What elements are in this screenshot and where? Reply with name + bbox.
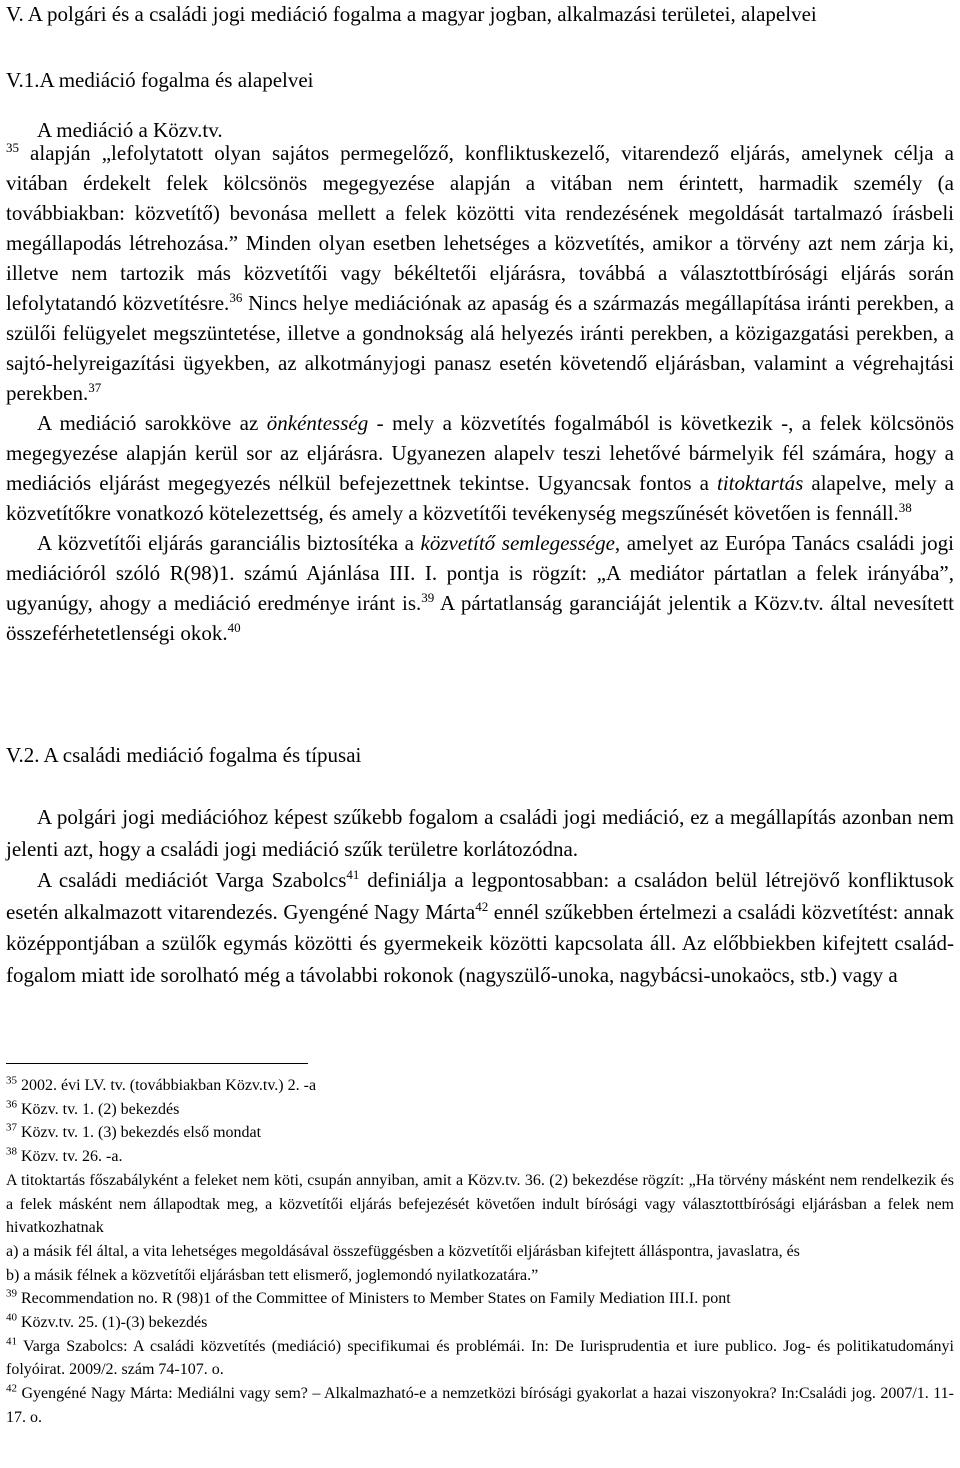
footnote: $^{37}$ Közv. tv. 1. (3) bekezdés első mondat <box>6 1122 262 1142</box>
footnote-ref-41[interactable]: 41 <box>346 867 360 883</box>
paragraph-mediation-definition: $^{35}$ alapján „lefolytatott olyan sajátos permegelőző, konfliktuskezelő, vitarendező eljárás, amelynek célja a vitában érdekelt felek kölcsönös megegyezése alapján a vitában nem érintett, harmadik személy (a továbbiakban: közvetítő) bevonása mellett a felek közötti vita rendezésének megoldását tartalmazó írásbeli megállapodás létrehozása.” Minden olyan esetben lehetséges a közvetítés, amikor a törvény azt nem zárja ki, illetve nem tartozik más közvetítői vagy békéltetői eljárásra, továbbá a választottbírósági eljárás során lefolytatandó közvetítésre.$^{36}$ Nincs helye mediációnak az apaság és a származás megállapítása iránti perekben, a szülői felügyelet megszüntetése, illetve a gondnokság alá helyezés iránti perekben, a közigazgatási perekben, a sajtó-helyreigazítási ügyekben, az alkotmányjogi panasz esetén követendő eljárásban, valamint a végrehajtási perekben.$^{37}$ <box>6 140 954 405</box>
paragraph-family-mediation-definition: A családi mediációt Varga Szabolcs$^{41}$ definiálja a legpontosabban: a családon belül létrejövő konfliktusok esetén alkalmazott vitarendezés. Gyengéné Nagy Márta$^{42}$ ennél szűkebben értelmezi a családi közvetítést: annak középpontjában a szülők egymás közötti és gyermekeik közötti kapcsolata áll. Az előbbiekben kifejtett család-fogalom miatt ide sorolható még a távolabbi rokonok (nagyszülő-unoka, nagybácsi-unokaöcs, stb.) vagy a <box>6 867 954 987</box>
footnotes <box>6 1074 954 1430</box>
section2-text <box>6 802 954 992</box>
footnote-separator <box>6 1063 308 1064</box>
footnote-ref-40[interactable]: 40 <box>227 620 241 635</box>
section-heading-v2: V.2. A családi mediáció fogalma és típusai <box>6 743 362 767</box>
footnote-number: 38 <box>6 1145 17 1158</box>
footnote-continuation: A titoktartás főszabályként a feleket nem köti, csupán annyiban, amit a Közv.tv. 36. (2) bekezdése rögzít: „Ha törvény másként nem rendelkezik és a felek másként nem állapodtak meg, a közvetítői eljárás befejezését követően indult bírósági vagy választottbírósági eljárásban a felek nem hivatkozhatnak <box>6 1171 954 1237</box>
footnote-number: 36 <box>6 1098 17 1111</box>
footnote: $^{39}$ Recommendation no. R (98)1 of the Committee of Ministers to Member States on Family Mediation III.I. pont <box>6 1288 731 1308</box>
paragraph-family-mediation-scope: A polgári jogi mediációhoz képest szűkebb fogalom a családi jogi mediáció, ez a megállapítás azonban nem jelenti azt, hogy a családi jogi mediáció szűk területre korlátozódna. <box>6 805 954 861</box>
footnote-number: 40 <box>6 1311 17 1324</box>
footnote-ref-38[interactable]: 38 <box>898 500 912 515</box>
footnote: $^{40}$ Közv.tv. 25. (1)-(3) bekezdés <box>6 1311 208 1332</box>
main-text <box>6 138 954 648</box>
term-kozvetito-semlegessege: közvetítő semlegessége <box>420 531 615 555</box>
footnote: $^{42}$ Gyengéné Nagy Márta: Mediálni vagy sem? – Alkalmazható-e a nemzetközi bírósági gyakorlat a hazai viszonyokra? In:Családi jog. 2007/1. 11-17. o. <box>6 1382 954 1426</box>
footnote-ref-42[interactable]: 42 <box>475 898 489 914</box>
footnote-ref-37[interactable]: 37 <box>88 380 102 395</box>
paragraph-neutrality: A közvetítői eljárás garanciális biztosítéka a közvetítő semlegessége, amelyet az Európa Tanács családi jogi mediációról szóló R(98)1. számú Ajánlása III. I. pontja is rögzít: „A mediátor pártatlan a felek irányába”, ugyanúgy, ahogy a mediáció eredménye iránt is.$^{39}$ A pártatlanság garanciáját jelentik a Közv.tv. által nevesített összeférhetetlenségi okok.$^{40}$ <box>6 531 955 645</box>
footnote-ref-36[interactable]: 36 <box>229 290 243 305</box>
footnote-ref-35[interactable]: 35 <box>6 140 19 155</box>
intro-label: A mediáció a Közv.tv. <box>37 118 223 142</box>
footnote: $^{35}$ 2002. évi LV. tv. (továbbiakban Közv.tv.) 2. -a <box>6 1074 317 1094</box>
footnote: $^{41}$ Varga Szabolcs: A családi közvetítés (mediáció) specifikumai és problémái. In: De Iurisprudentia et iure publico. Jog- és politikatudományi folyóirat. 2009/2. szám 74-107. o. <box>6 1335 954 1379</box>
footnote-number: 37 <box>6 1122 17 1135</box>
footnote-continuation: b) a másik félnek a közvetítői eljárásban tett elismerő, joglemondó nyilatkozatára.” <box>6 1266 539 1284</box>
footnote-continuation: a) a másik fél által, a vita lehetséges megoldásával összefüggésben a közvetítői eljárásban kifejtett álláspontra, javaslatra, és <box>6 1242 800 1260</box>
footnote: $^{38}$ Közv. tv. 26. -a. <box>6 1145 123 1166</box>
footnote-number: 35 <box>6 1074 17 1087</box>
footnote-number: 42 <box>6 1382 17 1395</box>
footnote-number: 39 <box>6 1288 17 1300</box>
term-onkentesseg: önkéntesség <box>266 411 369 435</box>
footnote: $^{36}$ Közv. tv. 1. (2) bekezdés <box>6 1098 180 1118</box>
footnote-number: 41 <box>6 1335 17 1348</box>
footnote-ref-39[interactable]: 39 <box>421 590 435 605</box>
section-heading-v1: V.1.A mediáció fogalma és alapelvei <box>6 68 314 92</box>
paragraph-voluntariness: A mediáció sarokköve az önkéntesség - mely a közvetítés fogalmából is következik -, a felek kölcsönös megegyezése alapján kerül sor az eljárásra. Ugyanezen alapelv teszi lehetővé bármelyik fél számára, hogy a mediációs eljárást megegyezés nélkül befejezettnek tekintse. Ugyancsak fontos a titoktartás alapelve, mely a közvetítőkre vonatkozó kötelezettség, és amely a közvetítői tevékenység megszűnését követően is fennáll.$^{38}$ <box>6 411 955 525</box>
term-titoktartas: titoktartás <box>716 471 804 495</box>
chapter-heading: V. A polgári és a családi jogi mediáció fogalma a magyar jogban, alkalmazási területei, alapelvei <box>6 2 817 26</box>
